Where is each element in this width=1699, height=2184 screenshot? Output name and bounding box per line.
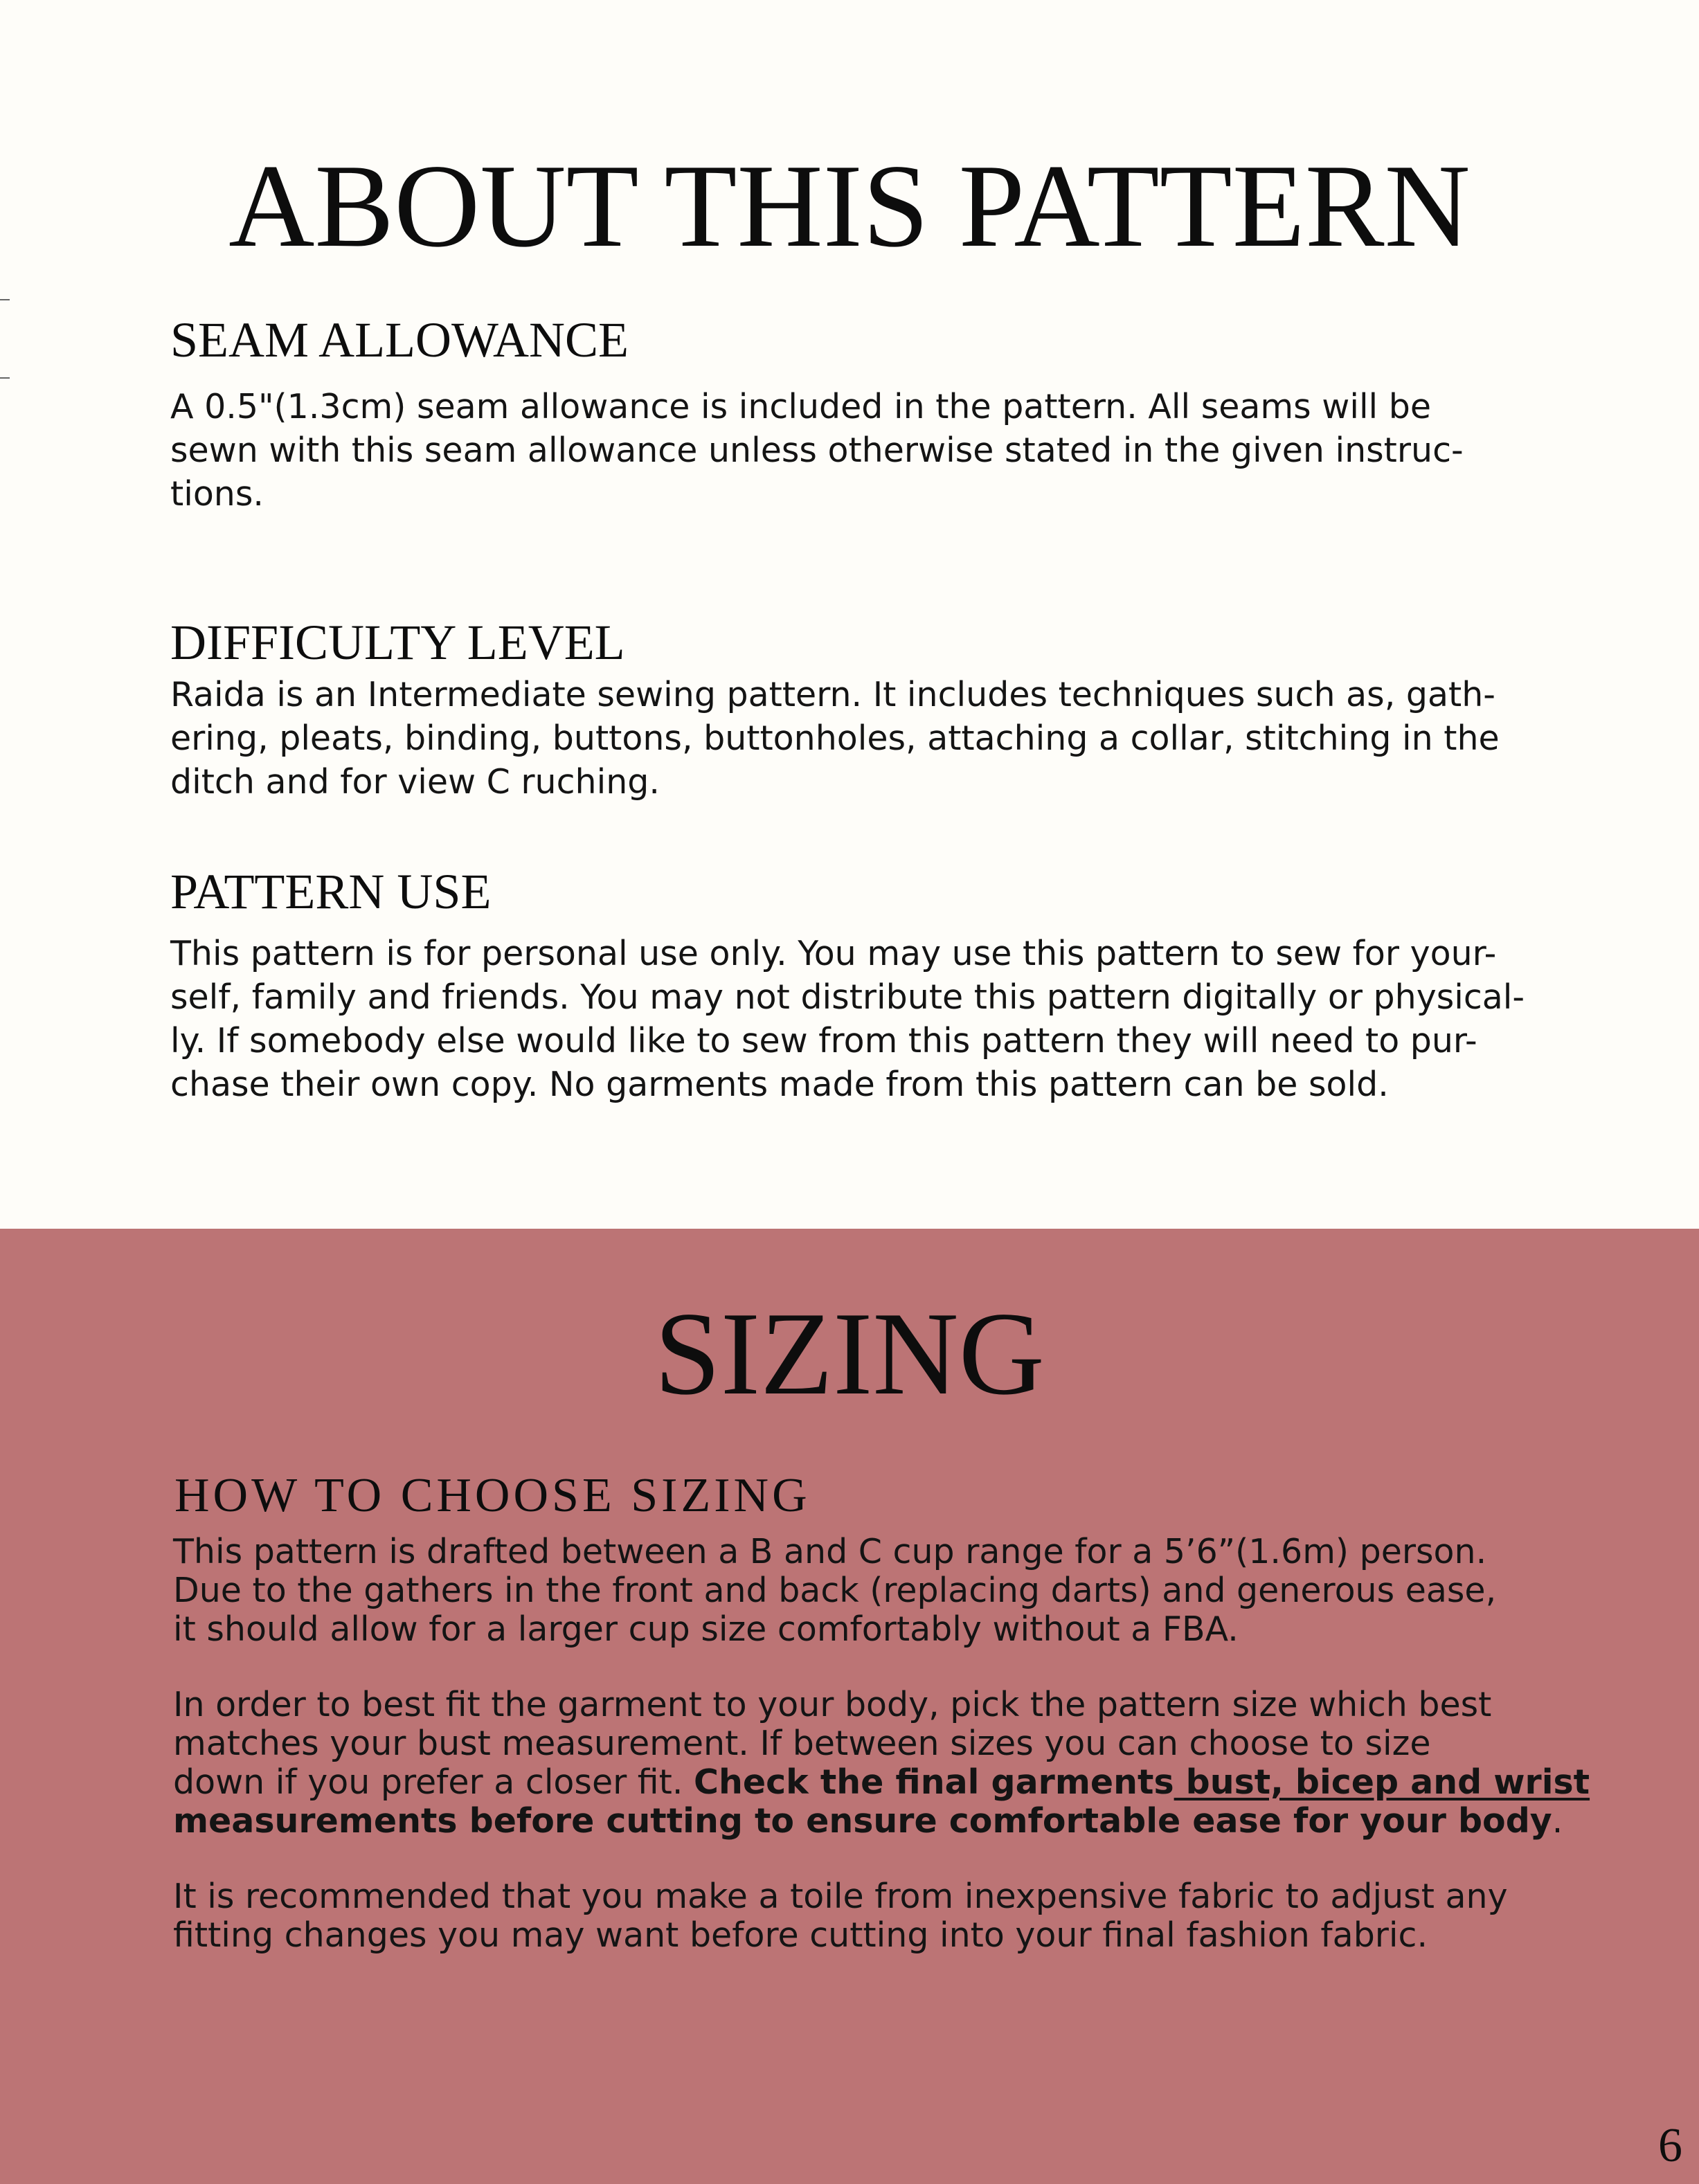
text-line [173, 1763, 1590, 1802]
text-line: fitting changes you may want before cutting into your final fashion fabric. [173, 1915, 1428, 1955]
seam-allowance-text [170, 385, 1464, 516]
plain-text: . [1552, 1801, 1563, 1841]
text-line: Raida is an Intermediate sewing pattern. It includes techniques such as, gath- [170, 675, 1495, 714]
text-line: It is recommended that you make a toile from inexpensive fabric to adjust any [173, 1877, 1508, 1916]
text-line: matches your bust measurement. If between sizes you can choose to size [173, 1724, 1431, 1763]
text-line: it should allow for a larger cup size comfortably without a FBA. [173, 1609, 1239, 1649]
how-to-choose-sizing-heading: HOW TO CHOOSE SIZING [174, 1469, 811, 1522]
page-title: ABOUT THIS PATTERN [228, 141, 1471, 272]
pattern-use-heading: PATTERN USE [170, 864, 492, 919]
page-number: 6 [1658, 2119, 1682, 2172]
text-line: ditch and for view C ruching. [170, 762, 660, 802]
underlined-bold-text: bust, bicep and wrist [1174, 1762, 1590, 1802]
text-line: In order to best fit the garment to your body, pick the pattern size which best [173, 1685, 1492, 1724]
text-line [173, 1802, 1590, 1841]
text-line: sewn with this seam allowance unless otherwise stated in the given instruc- [170, 431, 1464, 470]
sizing-title: SIZING [654, 1288, 1045, 1420]
text-line: self, family and friends. You may not distribute this pattern digitally or physical- [170, 977, 1525, 1017]
bold-text: measurements before cutting to ensure comfortable ease for your body [173, 1801, 1552, 1841]
bold-text: Check the final garments [694, 1762, 1174, 1802]
pattern-use-text [170, 932, 1525, 1106]
text-line: ly. If somebody else would like to sew from this pattern they will need to pur- [170, 1021, 1477, 1061]
text-line: ering, pleats, binding, buttons, buttonholes, attaching a collar, stitching in the [170, 719, 1500, 758]
sizing-paragraph-1 [173, 1533, 1496, 1649]
text-line: tions. [170, 474, 264, 514]
plain-text: down if you prefer a closer fit. [173, 1762, 694, 1802]
text-line: chase their own copy. No garments made from this pattern can be sold. [170, 1065, 1389, 1104]
difficulty-level-text [170, 673, 1500, 804]
text-line: This pattern is for personal use only. You may use this pattern to sew for your- [170, 934, 1497, 973]
sizing-section [0, 1229, 1699, 2184]
difficulty-level-heading: DIFFICULTY LEVEL [170, 615, 625, 670]
margin-tick-mark [0, 377, 10, 379]
seam-allowance-heading: SEAM ALLOWANCE [170, 312, 629, 368]
text-line: Due to the gathers in the front and back (replacing darts) and generous ease, [173, 1571, 1497, 1610]
sizing-paragraph-2 [173, 1686, 1590, 1841]
text-line: This pattern is drafted between a B and C cup range for a 5’6”(1.6m) person. [173, 1532, 1487, 1571]
text-line: A 0.5"(1.3cm) seam allowance is included in the pattern. All seams will be [170, 387, 1431, 426]
margin-tick-mark [0, 299, 10, 300]
sizing-paragraph-3 [173, 1877, 1508, 1955]
